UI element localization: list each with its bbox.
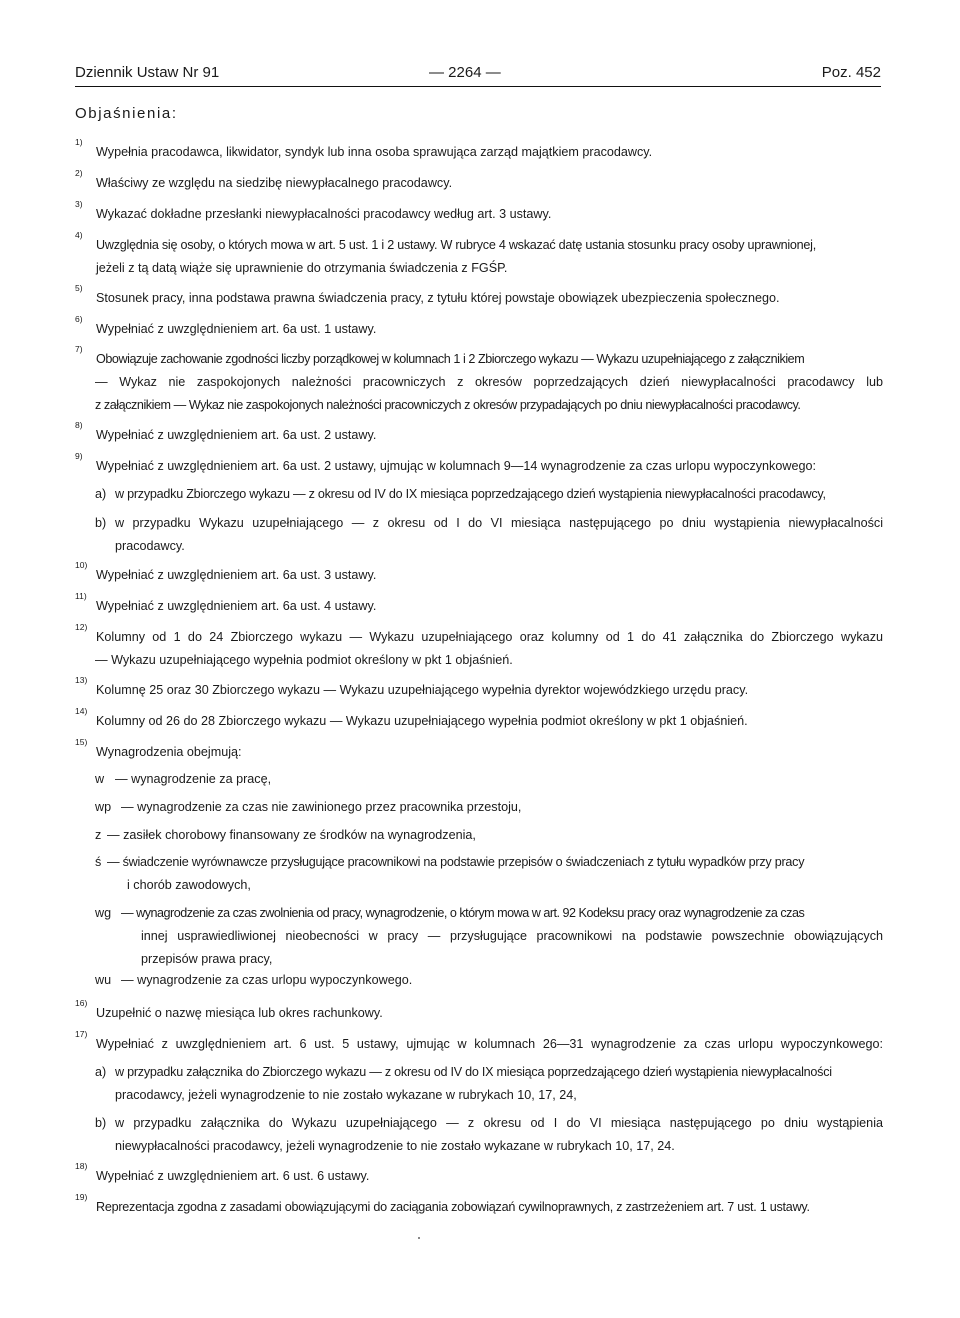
- footnote-number: 5): [75, 283, 83, 293]
- footnote-text: Wypełniać z uwzględnieniem art. 6 ust. 6 ustawy.: [96, 1169, 370, 1183]
- code-label: wg: [95, 906, 112, 920]
- code-line: — wynagrodzenie za czas zwolnienia od pracy, wynagrodzenie, o którym mowa w art. 92 Kodeksu pracy oraz wynagrodzenie za czas: [121, 906, 805, 920]
- footnote-number: 8): [75, 420, 83, 430]
- code-text: — wynagrodzenie za czas nie zawinionego przez pracownika przestoju,: [121, 800, 522, 814]
- item-line: w przypadku załącznika do Zbiorczego wykazu — z okresu od IV do IX miesiąca poprzedzającego dzień wystąpienia niewypłacalności: [115, 1065, 832, 1079]
- item-line: pracodawcy, jeżeli wynagrodzenie to nie zostało wykazane w rubrykach 10, 17, 24,: [115, 1088, 577, 1102]
- footnote-text: Wypełniać z uwzględnieniem art. 6a ust. 3 ustawy.: [96, 568, 377, 582]
- footnote-text: Wypełniać z uwzględnieniem art. 6a ust. 2 ustawy.: [96, 428, 377, 442]
- code-label: ś: [95, 855, 102, 869]
- item-line: w przypadku Wykazu uzupełniającego — z okresu od I do VI miesiąca następującego po dniu wystąpienia niewypłacalności: [115, 516, 883, 530]
- code-label: w: [95, 772, 105, 786]
- item-line: niewypłacalności pracodawcy, jeżeli wynagrodzenie to nie zostało wykazane w rubrykach 10, 17, 24.: [115, 1139, 675, 1153]
- footnote-number: 11): [75, 591, 87, 601]
- footnote-number: 1): [75, 137, 83, 147]
- footnote-number: 7): [75, 344, 83, 354]
- item-line: pracodawcy.: [115, 539, 185, 553]
- journal-title: Dziennik Ustaw Nr 91: [75, 64, 220, 81]
- item-text: [115, 512, 883, 558]
- code-text: — wynagrodzenie za czas urlopu wypoczynkowego.: [121, 973, 413, 987]
- footnote-text: [96, 348, 883, 371]
- code-label: z: [95, 828, 102, 842]
- footnote-number: 19): [75, 1192, 88, 1202]
- footnote-line: z załącznikiem — Wykaz nie zaspokojonych należności pracowniczych z okresów przypadających po dniu niewypłacalności pracodawcy.: [95, 398, 801, 412]
- item-text: [115, 1112, 883, 1158]
- footnote-text: Uzupełnić o nazwę miesiąca lub okres rachunkowy.: [96, 1006, 383, 1020]
- position-number: Poz. 452: [821, 64, 881, 81]
- footnote-text: Wypełnia pracodawca, likwidator, syndyk lub inna osoba sprawująca zarząd majątkiem pracodawcy.: [96, 145, 653, 159]
- item-label: a): [95, 487, 107, 501]
- footnote-number: 17): [75, 1029, 88, 1039]
- footnote-text: Kolumnę 25 oraz 30 Zbiorczego wykazu — Wykazu uzupełniającego wypełnia dyrektor wojewódzkiego urzędu pracy.: [96, 683, 749, 697]
- code-line: przepisów prawa pracy,: [141, 952, 273, 966]
- footnote-number: 4): [75, 230, 83, 240]
- footnote-number: 13): [75, 675, 88, 685]
- footnote-text: Wynagrodzenia obejmują:: [96, 745, 242, 759]
- code-label: wu: [95, 973, 112, 987]
- code-label: wp: [95, 800, 112, 814]
- code-line: innej usprawiedliwionej nieobecności w pracy — przysługujące pracownikowi na podstawie powszechnie obowiązujących: [141, 929, 883, 943]
- footnote-continuation: [95, 371, 883, 417]
- footnote-text: Wypełniać z uwzględnieniem art. 6a ust. 2 ustawy, ujmując w kolumnach 9—14 wynagrodzenie za czas urlopu wypoczynkowego:: [96, 459, 816, 473]
- footnote-number: 14): [75, 706, 88, 716]
- footnote-text: Wypełniać z uwzględnieniem art. 6a ust. 1 ustawy.: [96, 322, 377, 336]
- footnote-number: 2): [75, 168, 83, 178]
- footnote-number: 15): [75, 737, 88, 747]
- footnote-number: 9): [75, 451, 83, 461]
- footnote-line: Kolumny od 1 do 24 Zbiorczego wykazu — Wykazu uzupełniającego oraz kolumny od 1 do 41 załącznika do Zbiorczego wykazu: [96, 630, 883, 644]
- footnote-text: Właściwy ze względu na siedzibę niewypłacalnego pracodawcy.: [96, 176, 453, 190]
- item-line: w przypadku załącznika do Wykazu uzupełniającego — z okresu od I do VI miesiąca następującego po dniu wystąpienia: [115, 1116, 883, 1130]
- code-line: i chorób zawodowych,: [127, 878, 251, 892]
- footnote-line: Obowiązuje zachowanie zgodności liczby porządkowej w kolumnach 1 i 2 Zbiorczego wykazu — Wykazu uzupełniającego z załącznikiem: [96, 352, 805, 366]
- footnote-text: [96, 234, 883, 280]
- item-label: b): [95, 1116, 107, 1130]
- footnote-number: 18): [75, 1161, 88, 1171]
- code-line: — świadczenie wyrównawcze przysługujące pracownikowi na podstawie przepisów o świadczeniach z tytułu wypadków przy pracy: [107, 855, 805, 869]
- footnote-continuation: [95, 649, 883, 672]
- footnote-line: jeżeli z tą datą wiąże się uprawnienie do otrzymania świadczenia z FGŚP.: [96, 261, 508, 275]
- footnote-number: 10): [75, 560, 88, 570]
- footnote-text: Wypełniać z uwzględnieniem art. 6a ust. 4 ustawy.: [96, 599, 377, 613]
- code-text: [121, 902, 883, 971]
- footnote-number: 3): [75, 199, 83, 209]
- footnote-text: Reprezentacja zgodna z zasadami obowiązującymi do zaciągania zobowiązań cywilnoprawnych, z zastrzeżeniem art. 7 ust. 1 ustawy.: [96, 1200, 810, 1214]
- item-text: [115, 1061, 883, 1107]
- footnote-line: — Wykazu uzupełniającego wypełnia podmiot określony w pkt 1 objaśnień.: [95, 653, 513, 667]
- page-header: [75, 60, 881, 87]
- footnote-line: — Wykaz nie zaspokojonych należności pracowniczych z okresów poprzedzających dzień niewypłacalności pracodawcy lub: [95, 375, 883, 389]
- footnote-text: [96, 626, 883, 649]
- footnote-text: Stosunek pracy, inna podstawa prawna świadczenia pracy, z tytułu której powstaje obowiązek ubezpieczenia społecznego.: [96, 291, 780, 305]
- scan-speck: [418, 1237, 420, 1239]
- code-text: — zasiłek chorobowy finansowany ze środków na wynagrodzenia,: [107, 828, 476, 842]
- page-number: — 2264 —: [429, 64, 501, 81]
- code-text: — wynagrodzenie za pracę,: [115, 772, 272, 786]
- section-title: Objaśnienia:: [75, 105, 178, 122]
- footnote-text: Kolumny od 26 do 28 Zbiorczego wykazu — Wykazu uzupełniającego wypełnia podmiot określony w pkt 1 objaśnień.: [96, 714, 748, 728]
- footnote-number: 6): [75, 314, 83, 324]
- item-text: w przypadku Zbiorczego wykazu — z okresu od IV do IX miesiąca poprzedzającego dzień wystąpienia niewypłacalności pracodawcy,: [115, 487, 826, 501]
- footnote-line: Uwzględnia się osoby, o których mowa w art. 5 ust. 1 i 2 ustawy. W rubryce 4 wskazać datę ustania stosunku pracy osoby uprawnionej,: [96, 238, 816, 252]
- footnote-text: Wykazać dokładne przesłanki niewypłacalności pracodawcy według art. 3 ustawy.: [96, 207, 552, 221]
- code-text: [107, 851, 883, 897]
- footnote-number: 12): [75, 622, 88, 632]
- footnote-number: 16): [75, 998, 88, 1008]
- footnote-text: Wypełniać z uwzględnieniem art. 6 ust. 5 ustawy, ujmując w kolumnach 26—31 wynagrodzenie za czas urlopu wypoczynkowego:: [96, 1037, 883, 1051]
- item-label: b): [95, 516, 107, 530]
- item-label: a): [95, 1065, 107, 1079]
